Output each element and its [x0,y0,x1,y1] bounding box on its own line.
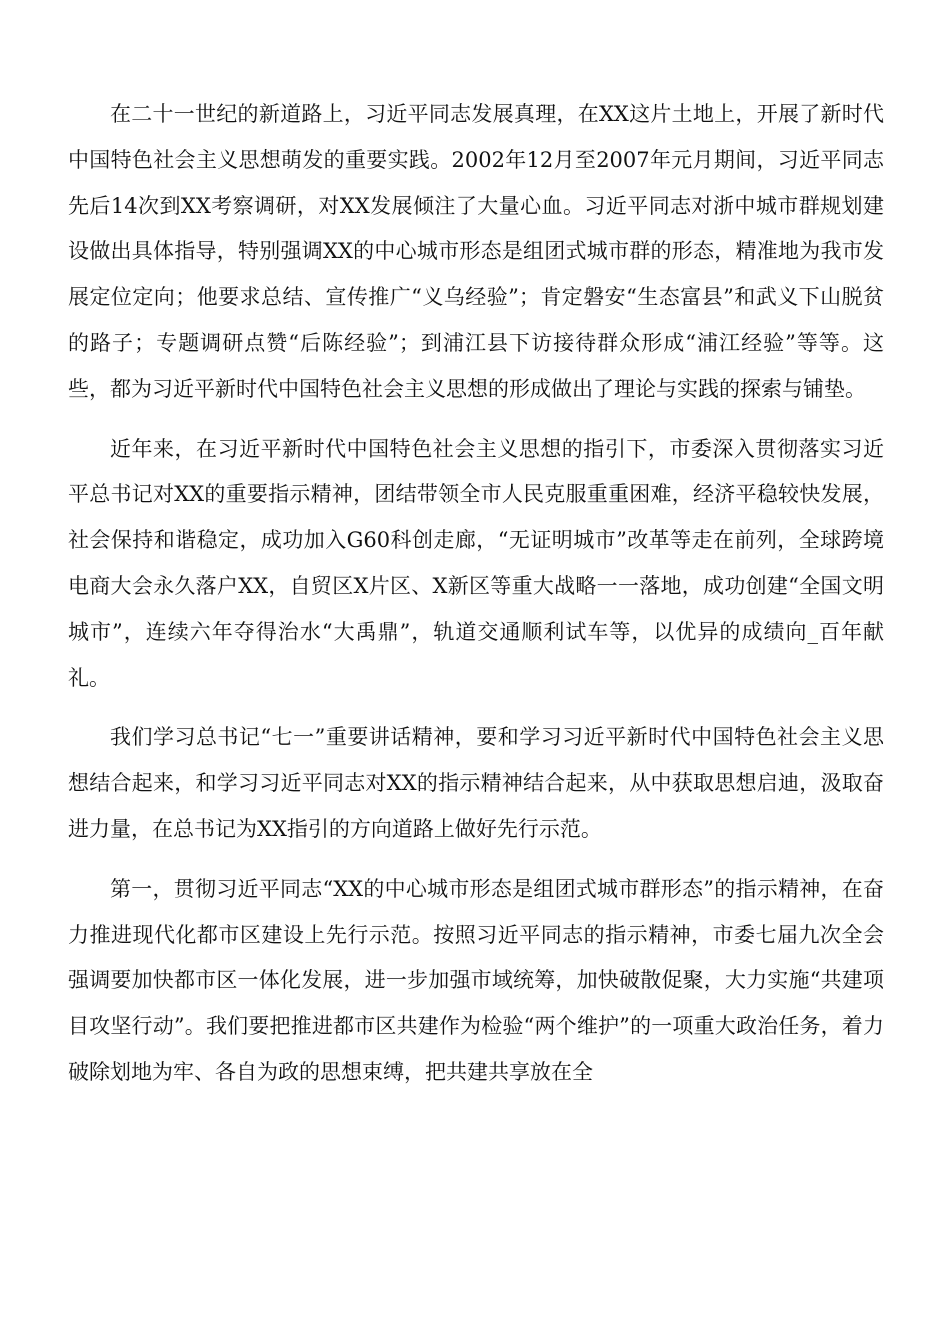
paragraph-4: 第一，贯彻习近平同志“XX的中心城市形态是组团式城市群形态”的指示精神，在奋力推进现代化都市区建设上先行示范。按照习近平同志的指示精神，市委七届九次全会强调要加快都市区一体化发展，进一步加强市域统筹，加快破散促聚，大力实施“共建项目攻坚行动”。我们要把推进都市区共建作为检验“两个维护”的一项重大政治任务，着力破除划地为牢、各自为政的思想束缚，把共建共享放在全 [68,876,884,1084]
paragraph-1: 在二十一世纪的新道路上，习近平同志发展真理，在XX这片土地上，开展了新时代中国特色社会主义思想萌发的重要实践。2002年12月至2007年元月期间，习近平同志先后14次到XX考察调研，对XX发展倾注了大量心血。习近平同志对浙中城市群规划建设做出具体指导，特别强调XX的中心城市形态是组团式城市群的形态，精准地为我市发展定位定向；他要求总结、宣传推广“义乌经验”；肯定磐安“生态富县”和武义下山脱贫的路子；专题调研点赞“后陈经验”；到浦江县下访接待群众形成“浦江经验”等等。这些，都为习近平新时代中国特色社会主义思想的形成做出了理论与实践的探索与铺垫。 [68,102,884,401]
paragraph-2: 近年来，在习近平新时代中国特色社会主义思想的指引下，市委深入贯彻落实习近平总书记对XX的重要指示精神，团结带领全市人民克服重重困难，经济平稳较快发展，社会保持和谐稳定，成功加入G60科创走廊，“无证明城市”改革等走在前列，全球跨境电商大会永久落户XX，自贸区X片区、X新区等重大战略一一落地，成功创建“全国文明城市”，连续六年夺得治水“大禹鼎”，轨道交通顺利试车等，以优异的成绩向_百年献礼。 [68,436,884,690]
document-page [68,92,884,1110]
paragraph-3: 我们学习总书记“七一”重要讲话精神，要和学习习近平新时代中国特色社会主义思想结合起来，和学习习近平同志对XX的指示精神结合起来，从中获取思想启迪，汲取奋进力量，在总书记为XX指引的方向道路上做好先行示范。 [68,725,884,841]
